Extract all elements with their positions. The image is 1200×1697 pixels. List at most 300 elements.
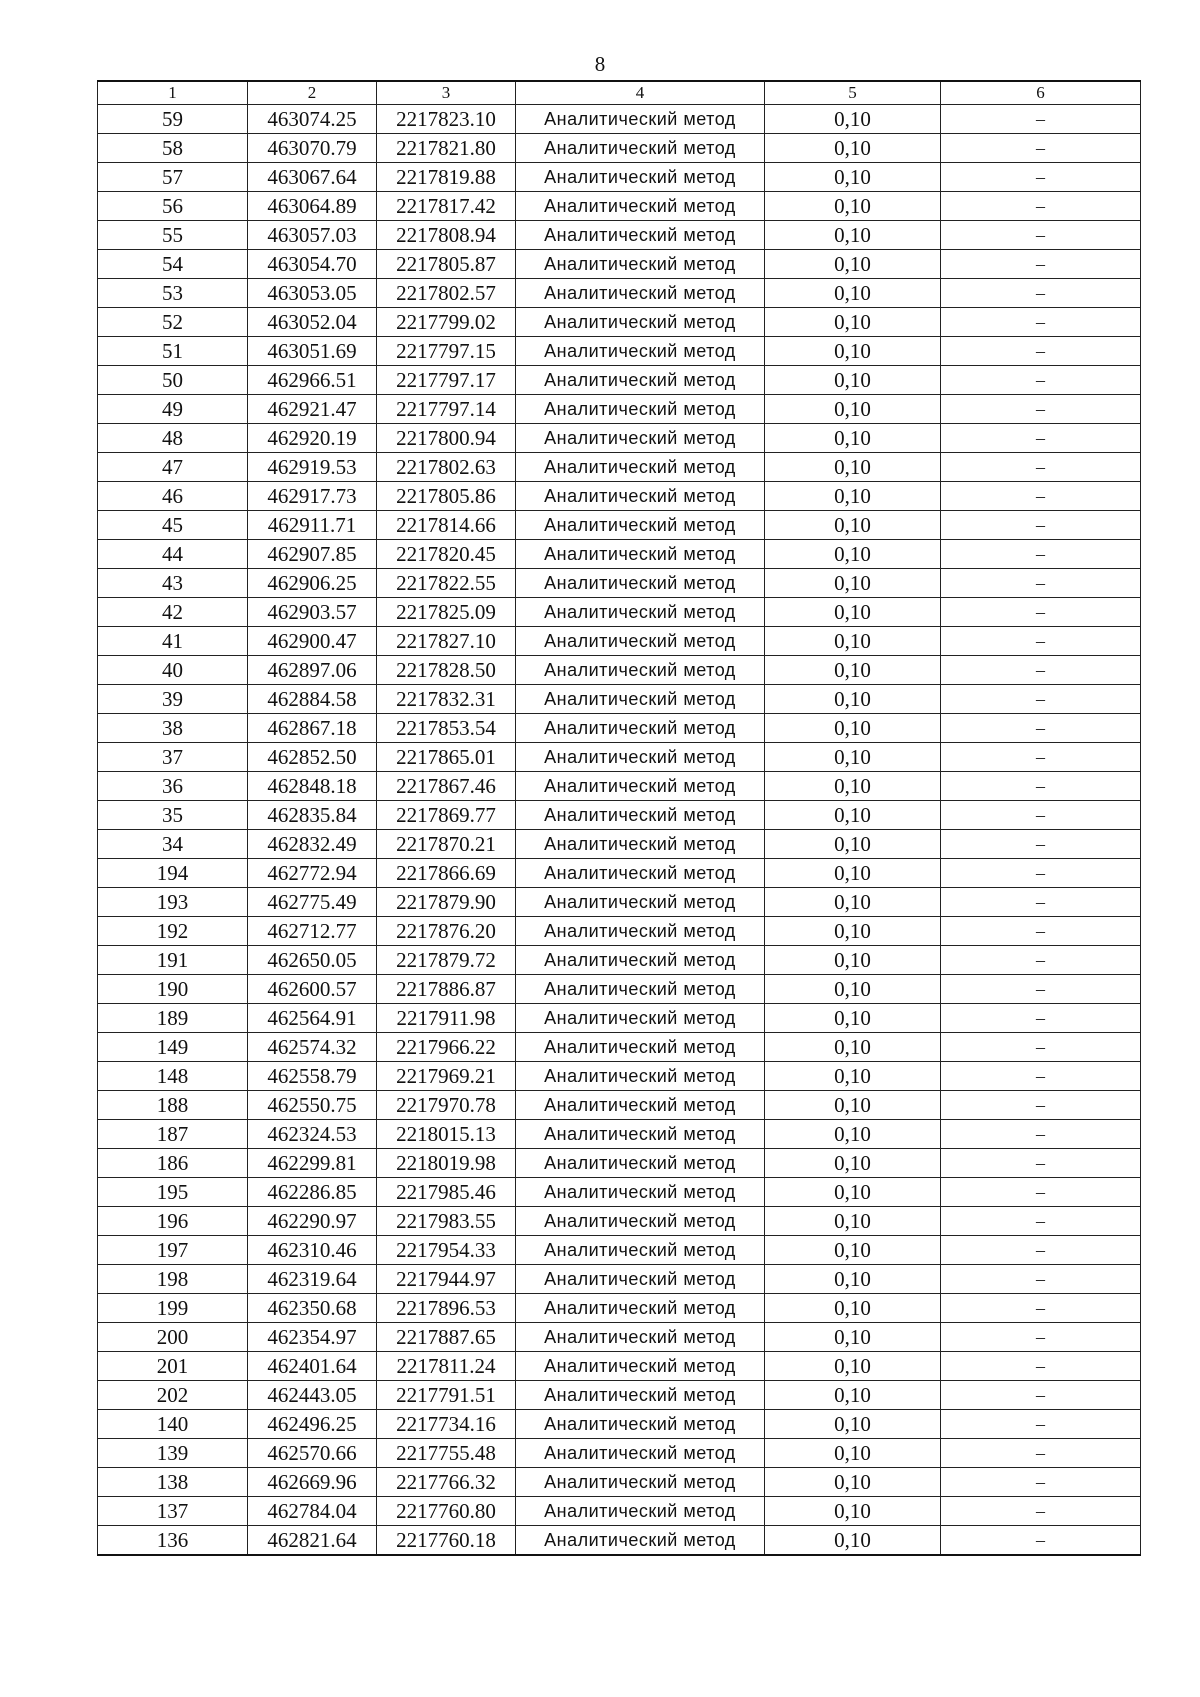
table-row xyxy=(98,1294,1141,1323)
note-cell: – xyxy=(941,598,1141,627)
accuracy-cell: 0,10 xyxy=(765,1352,941,1381)
method-cell: Аналитический метод xyxy=(516,1091,765,1120)
method-cell: Аналитический метод xyxy=(516,395,765,424)
point-number-cell: 47 xyxy=(98,453,248,482)
table-row xyxy=(98,1178,1141,1207)
accuracy-cell: 0,10 xyxy=(765,511,941,540)
y-coordinate-cell: 2217985.46 xyxy=(377,1178,516,1207)
note-cell: – xyxy=(941,1381,1141,1410)
method-cell: Аналитический метод xyxy=(516,279,765,308)
accuracy-cell: 0,10 xyxy=(765,250,941,279)
x-coordinate-cell: 462900.47 xyxy=(248,627,377,656)
table-row xyxy=(98,308,1141,337)
x-coordinate-cell: 462917.73 xyxy=(248,482,377,511)
x-coordinate-cell: 462867.18 xyxy=(248,714,377,743)
accuracy-cell: 0,10 xyxy=(765,366,941,395)
table-row xyxy=(98,279,1141,308)
x-coordinate-cell: 463052.04 xyxy=(248,308,377,337)
table-row xyxy=(98,366,1141,395)
method-cell: Аналитический метод xyxy=(516,540,765,569)
accuracy-cell: 0,10 xyxy=(765,1236,941,1265)
table-row xyxy=(98,221,1141,250)
accuracy-cell: 0,10 xyxy=(765,917,941,946)
note-cell: – xyxy=(941,395,1141,424)
x-coordinate-cell: 462564.91 xyxy=(248,1004,377,1033)
y-coordinate-cell: 2217802.57 xyxy=(377,279,516,308)
y-coordinate-cell: 2217969.21 xyxy=(377,1062,516,1091)
table-row xyxy=(98,1323,1141,1352)
point-number-cell: 49 xyxy=(98,395,248,424)
point-number-cell: 201 xyxy=(98,1352,248,1381)
x-coordinate-cell: 463064.89 xyxy=(248,192,377,221)
y-coordinate-cell: 2217800.94 xyxy=(377,424,516,453)
accuracy-cell: 0,10 xyxy=(765,1178,941,1207)
point-number-cell: 53 xyxy=(98,279,248,308)
accuracy-cell: 0,10 xyxy=(765,1033,941,1062)
y-coordinate-cell: 2217823.10 xyxy=(377,105,516,134)
accuracy-cell: 0,10 xyxy=(765,1265,941,1294)
note-cell: – xyxy=(941,946,1141,975)
table-row xyxy=(98,192,1141,221)
point-number-cell: 198 xyxy=(98,1265,248,1294)
table-row xyxy=(98,424,1141,453)
method-cell: Аналитический метод xyxy=(516,1381,765,1410)
point-number-cell: 193 xyxy=(98,888,248,917)
point-number-cell: 43 xyxy=(98,569,248,598)
table-row xyxy=(98,1381,1141,1410)
point-number-cell: 56 xyxy=(98,192,248,221)
x-coordinate-cell: 462835.84 xyxy=(248,801,377,830)
table-row xyxy=(98,482,1141,511)
point-number-cell: 138 xyxy=(98,1468,248,1497)
y-coordinate-cell: 2217966.22 xyxy=(377,1033,516,1062)
y-coordinate-cell: 2217887.65 xyxy=(377,1323,516,1352)
y-coordinate-cell: 2217865.01 xyxy=(377,743,516,772)
method-cell: Аналитический метод xyxy=(516,163,765,192)
x-coordinate-cell: 462921.47 xyxy=(248,395,377,424)
accuracy-cell: 0,10 xyxy=(765,685,941,714)
method-cell: Аналитический метод xyxy=(516,308,765,337)
x-coordinate-cell: 462903.57 xyxy=(248,598,377,627)
table-row xyxy=(98,772,1141,801)
y-coordinate-cell: 2217799.02 xyxy=(377,308,516,337)
column-header: 4 xyxy=(516,81,765,105)
note-cell: – xyxy=(941,250,1141,279)
method-cell: Аналитический метод xyxy=(516,917,765,946)
x-coordinate-cell: 462299.81 xyxy=(248,1149,377,1178)
note-cell: – xyxy=(941,1497,1141,1526)
table-row xyxy=(98,627,1141,656)
point-number-cell: 200 xyxy=(98,1323,248,1352)
table-row xyxy=(98,1120,1141,1149)
x-coordinate-cell: 463074.25 xyxy=(248,105,377,134)
y-coordinate-cell: 2217954.33 xyxy=(377,1236,516,1265)
method-cell: Аналитический метод xyxy=(516,1178,765,1207)
table-row xyxy=(98,1468,1141,1497)
y-coordinate-cell: 2217879.90 xyxy=(377,888,516,917)
x-coordinate-cell: 462650.05 xyxy=(248,946,377,975)
x-coordinate-cell: 462669.96 xyxy=(248,1468,377,1497)
accuracy-cell: 0,10 xyxy=(765,1149,941,1178)
x-coordinate-cell: 462324.53 xyxy=(248,1120,377,1149)
y-coordinate-cell: 2218019.98 xyxy=(377,1149,516,1178)
accuracy-cell: 0,10 xyxy=(765,1207,941,1236)
accuracy-cell: 0,10 xyxy=(765,859,941,888)
table-row xyxy=(98,134,1141,163)
x-coordinate-cell: 462550.75 xyxy=(248,1091,377,1120)
note-cell: – xyxy=(941,743,1141,772)
point-number-cell: 197 xyxy=(98,1236,248,1265)
y-coordinate-cell: 2217797.14 xyxy=(377,395,516,424)
accuracy-cell: 0,10 xyxy=(765,540,941,569)
note-cell: – xyxy=(941,1120,1141,1149)
x-coordinate-cell: 462784.04 xyxy=(248,1497,377,1526)
x-coordinate-cell: 463057.03 xyxy=(248,221,377,250)
y-coordinate-cell: 2217820.45 xyxy=(377,540,516,569)
table-row xyxy=(98,250,1141,279)
note-cell: – xyxy=(941,279,1141,308)
point-number-cell: 39 xyxy=(98,685,248,714)
x-coordinate-cell: 462310.46 xyxy=(248,1236,377,1265)
x-coordinate-cell: 462354.97 xyxy=(248,1323,377,1352)
accuracy-cell: 0,10 xyxy=(765,337,941,366)
table-row xyxy=(98,1062,1141,1091)
point-number-cell: 48 xyxy=(98,424,248,453)
accuracy-cell: 0,10 xyxy=(765,1091,941,1120)
method-cell: Аналитический метод xyxy=(516,772,765,801)
accuracy-cell: 0,10 xyxy=(765,801,941,830)
x-coordinate-cell: 463051.69 xyxy=(248,337,377,366)
point-number-cell: 41 xyxy=(98,627,248,656)
table-row xyxy=(98,1149,1141,1178)
note-cell: – xyxy=(941,1410,1141,1439)
method-cell: Аналитический метод xyxy=(516,1207,765,1236)
note-cell: – xyxy=(941,308,1141,337)
y-coordinate-cell: 2217811.24 xyxy=(377,1352,516,1381)
point-number-cell: 188 xyxy=(98,1091,248,1120)
x-coordinate-cell: 462286.85 xyxy=(248,1178,377,1207)
point-number-cell: 190 xyxy=(98,975,248,1004)
y-coordinate-cell: 2217805.87 xyxy=(377,250,516,279)
point-number-cell: 187 xyxy=(98,1120,248,1149)
accuracy-cell: 0,10 xyxy=(765,1323,941,1352)
x-coordinate-cell: 462907.85 xyxy=(248,540,377,569)
coordinates-table xyxy=(97,80,1141,1556)
point-number-cell: 195 xyxy=(98,1178,248,1207)
table-row xyxy=(98,714,1141,743)
table-row xyxy=(98,105,1141,134)
accuracy-cell: 0,10 xyxy=(765,482,941,511)
y-coordinate-cell: 2217853.54 xyxy=(377,714,516,743)
note-cell: – xyxy=(941,105,1141,134)
x-coordinate-cell: 462558.79 xyxy=(248,1062,377,1091)
y-coordinate-cell: 2217944.97 xyxy=(377,1265,516,1294)
table-row xyxy=(98,1526,1141,1556)
note-cell: – xyxy=(941,163,1141,192)
x-coordinate-cell: 462443.05 xyxy=(248,1381,377,1410)
table-row xyxy=(98,917,1141,946)
method-cell: Аналитический метод xyxy=(516,337,765,366)
x-coordinate-cell: 462848.18 xyxy=(248,772,377,801)
accuracy-cell: 0,10 xyxy=(765,743,941,772)
table-row xyxy=(98,975,1141,1004)
x-coordinate-cell: 462884.58 xyxy=(248,685,377,714)
method-cell: Аналитический метод xyxy=(516,221,765,250)
y-coordinate-cell: 2217760.18 xyxy=(377,1526,516,1556)
table-row xyxy=(98,163,1141,192)
method-cell: Аналитический метод xyxy=(516,656,765,685)
x-coordinate-cell: 462821.64 xyxy=(248,1526,377,1556)
note-cell: – xyxy=(941,540,1141,569)
point-number-cell: 136 xyxy=(98,1526,248,1556)
y-coordinate-cell: 2217817.42 xyxy=(377,192,516,221)
note-cell: – xyxy=(941,1033,1141,1062)
y-coordinate-cell: 2217832.31 xyxy=(377,685,516,714)
method-cell: Аналитический метод xyxy=(516,714,765,743)
y-coordinate-cell: 2217983.55 xyxy=(377,1207,516,1236)
accuracy-cell: 0,10 xyxy=(765,163,941,192)
method-cell: Аналитический метод xyxy=(516,888,765,917)
accuracy-cell: 0,10 xyxy=(765,1120,941,1149)
accuracy-cell: 0,10 xyxy=(765,1294,941,1323)
method-cell: Аналитический метод xyxy=(516,424,765,453)
accuracy-cell: 0,10 xyxy=(765,1497,941,1526)
note-cell: – xyxy=(941,859,1141,888)
method-cell: Аналитический метод xyxy=(516,1410,765,1439)
method-cell: Аналитический метод xyxy=(516,134,765,163)
table-row xyxy=(98,859,1141,888)
y-coordinate-cell: 2217797.15 xyxy=(377,337,516,366)
x-coordinate-cell: 462852.50 xyxy=(248,743,377,772)
note-cell: – xyxy=(941,1236,1141,1265)
table-row xyxy=(98,1091,1141,1120)
accuracy-cell: 0,10 xyxy=(765,395,941,424)
accuracy-cell: 0,10 xyxy=(765,1062,941,1091)
method-cell: Аналитический метод xyxy=(516,1526,765,1556)
x-coordinate-cell: 462290.97 xyxy=(248,1207,377,1236)
note-cell: – xyxy=(941,337,1141,366)
method-cell: Аналитический метод xyxy=(516,511,765,540)
method-cell: Аналитический метод xyxy=(516,192,765,221)
point-number-cell: 192 xyxy=(98,917,248,946)
x-coordinate-cell: 463054.70 xyxy=(248,250,377,279)
x-coordinate-cell: 462574.32 xyxy=(248,1033,377,1062)
y-coordinate-cell: 2217791.51 xyxy=(377,1381,516,1410)
accuracy-cell: 0,10 xyxy=(765,424,941,453)
y-coordinate-cell: 2217755.48 xyxy=(377,1439,516,1468)
method-cell: Аналитический метод xyxy=(516,1033,765,1062)
point-number-cell: 36 xyxy=(98,772,248,801)
point-number-cell: 196 xyxy=(98,1207,248,1236)
y-coordinate-cell: 2217760.80 xyxy=(377,1497,516,1526)
point-number-cell: 35 xyxy=(98,801,248,830)
note-cell: – xyxy=(941,511,1141,540)
accuracy-cell: 0,10 xyxy=(765,627,941,656)
point-number-cell: 38 xyxy=(98,714,248,743)
table-row xyxy=(98,1207,1141,1236)
y-coordinate-cell: 2217867.46 xyxy=(377,772,516,801)
page-number: 8 xyxy=(594,52,606,76)
point-number-cell: 44 xyxy=(98,540,248,569)
x-coordinate-cell: 462772.94 xyxy=(248,859,377,888)
y-coordinate-cell: 2217802.63 xyxy=(377,453,516,482)
accuracy-cell: 0,10 xyxy=(765,656,941,685)
note-cell: – xyxy=(941,1178,1141,1207)
x-coordinate-cell: 462350.68 xyxy=(248,1294,377,1323)
table-row xyxy=(98,946,1141,975)
y-coordinate-cell: 2217869.77 xyxy=(377,801,516,830)
method-cell: Аналитический метод xyxy=(516,801,765,830)
table-row xyxy=(98,1439,1141,1468)
column-header: 1 xyxy=(98,81,248,105)
method-cell: Аналитический метод xyxy=(516,685,765,714)
table-row xyxy=(98,1410,1141,1439)
note-cell: – xyxy=(941,1439,1141,1468)
point-number-cell: 189 xyxy=(98,1004,248,1033)
table-row xyxy=(98,337,1141,366)
method-cell: Аналитический метод xyxy=(516,366,765,395)
method-cell: Аналитический метод xyxy=(516,743,765,772)
note-cell: – xyxy=(941,221,1141,250)
table-row xyxy=(98,1033,1141,1062)
y-coordinate-cell: 2217797.17 xyxy=(377,366,516,395)
accuracy-cell: 0,10 xyxy=(765,975,941,1004)
method-cell: Аналитический метод xyxy=(516,1294,765,1323)
point-number-cell: 52 xyxy=(98,308,248,337)
note-cell: – xyxy=(941,772,1141,801)
table-row xyxy=(98,1497,1141,1526)
y-coordinate-cell: 2217896.53 xyxy=(377,1294,516,1323)
method-cell: Аналитический метод xyxy=(516,830,765,859)
point-number-cell: 45 xyxy=(98,511,248,540)
method-cell: Аналитический метод xyxy=(516,1236,765,1265)
method-cell: Аналитический метод xyxy=(516,250,765,279)
note-cell: – xyxy=(941,714,1141,743)
accuracy-cell: 0,10 xyxy=(765,946,941,975)
y-coordinate-cell: 2217879.72 xyxy=(377,946,516,975)
accuracy-cell: 0,10 xyxy=(765,453,941,482)
point-number-cell: 54 xyxy=(98,250,248,279)
method-cell: Аналитический метод xyxy=(516,975,765,1004)
method-cell: Аналитический метод xyxy=(516,1062,765,1091)
accuracy-cell: 0,10 xyxy=(765,192,941,221)
x-coordinate-cell: 462401.64 xyxy=(248,1352,377,1381)
method-cell: Аналитический метод xyxy=(516,482,765,511)
table-row xyxy=(98,1004,1141,1033)
y-coordinate-cell: 2217822.55 xyxy=(377,569,516,598)
table-row xyxy=(98,598,1141,627)
accuracy-cell: 0,10 xyxy=(765,569,941,598)
y-coordinate-cell: 2217970.78 xyxy=(377,1091,516,1120)
point-number-cell: 46 xyxy=(98,482,248,511)
note-cell: – xyxy=(941,801,1141,830)
x-coordinate-cell: 462496.25 xyxy=(248,1410,377,1439)
note-cell: – xyxy=(941,134,1141,163)
accuracy-cell: 0,10 xyxy=(765,221,941,250)
accuracy-cell: 0,10 xyxy=(765,1004,941,1033)
point-number-cell: 140 xyxy=(98,1410,248,1439)
point-number-cell: 50 xyxy=(98,366,248,395)
x-coordinate-cell: 463053.05 xyxy=(248,279,377,308)
note-cell: – xyxy=(941,1091,1141,1120)
point-number-cell: 42 xyxy=(98,598,248,627)
table-row xyxy=(98,1265,1141,1294)
method-cell: Аналитический метод xyxy=(516,1120,765,1149)
accuracy-cell: 0,10 xyxy=(765,308,941,337)
x-coordinate-cell: 462919.53 xyxy=(248,453,377,482)
accuracy-cell: 0,10 xyxy=(765,830,941,859)
note-cell: – xyxy=(941,1294,1141,1323)
table-row xyxy=(98,888,1141,917)
point-number-cell: 199 xyxy=(98,1294,248,1323)
accuracy-cell: 0,10 xyxy=(765,134,941,163)
table-row xyxy=(98,540,1141,569)
point-number-cell: 51 xyxy=(98,337,248,366)
x-coordinate-cell: 463067.64 xyxy=(248,163,377,192)
note-cell: – xyxy=(941,1149,1141,1178)
note-cell: – xyxy=(941,569,1141,598)
y-coordinate-cell: 2217734.16 xyxy=(377,1410,516,1439)
note-cell: – xyxy=(941,975,1141,1004)
point-number-cell: 55 xyxy=(98,221,248,250)
method-cell: Аналитический метод xyxy=(516,946,765,975)
column-header: 3 xyxy=(377,81,516,105)
x-coordinate-cell: 462911.71 xyxy=(248,511,377,540)
y-coordinate-cell: 2217825.09 xyxy=(377,598,516,627)
note-cell: – xyxy=(941,627,1141,656)
table-row xyxy=(98,1236,1141,1265)
accuracy-cell: 0,10 xyxy=(765,1468,941,1497)
note-cell: – xyxy=(941,1323,1141,1352)
accuracy-cell: 0,10 xyxy=(765,1439,941,1468)
column-header: 2 xyxy=(248,81,377,105)
x-coordinate-cell: 462319.64 xyxy=(248,1265,377,1294)
method-cell: Аналитический метод xyxy=(516,627,765,656)
y-coordinate-cell: 2217821.80 xyxy=(377,134,516,163)
note-cell: – xyxy=(941,656,1141,685)
x-coordinate-cell: 463070.79 xyxy=(248,134,377,163)
table-row xyxy=(98,569,1141,598)
point-number-cell: 40 xyxy=(98,656,248,685)
method-cell: Аналитический метод xyxy=(516,1149,765,1178)
note-cell: – xyxy=(941,192,1141,221)
method-cell: Аналитический метод xyxy=(516,1497,765,1526)
point-number-cell: 58 xyxy=(98,134,248,163)
accuracy-cell: 0,10 xyxy=(765,772,941,801)
x-coordinate-cell: 462600.57 xyxy=(248,975,377,1004)
method-cell: Аналитический метод xyxy=(516,859,765,888)
note-cell: – xyxy=(941,917,1141,946)
method-cell: Аналитический метод xyxy=(516,1323,765,1352)
table-row xyxy=(98,395,1141,424)
table-body xyxy=(98,105,1141,1556)
column-header: 5 xyxy=(765,81,941,105)
point-number-cell: 139 xyxy=(98,1439,248,1468)
table-header-row xyxy=(98,81,1141,105)
point-number-cell: 37 xyxy=(98,743,248,772)
y-coordinate-cell: 2217805.86 xyxy=(377,482,516,511)
point-number-cell: 186 xyxy=(98,1149,248,1178)
x-coordinate-cell: 462897.06 xyxy=(248,656,377,685)
point-number-cell: 191 xyxy=(98,946,248,975)
x-coordinate-cell: 462920.19 xyxy=(248,424,377,453)
x-coordinate-cell: 462906.25 xyxy=(248,569,377,598)
accuracy-cell: 0,10 xyxy=(765,888,941,917)
y-coordinate-cell: 2217866.69 xyxy=(377,859,516,888)
y-coordinate-cell: 2217827.10 xyxy=(377,627,516,656)
y-coordinate-cell: 2217886.87 xyxy=(377,975,516,1004)
point-number-cell: 202 xyxy=(98,1381,248,1410)
